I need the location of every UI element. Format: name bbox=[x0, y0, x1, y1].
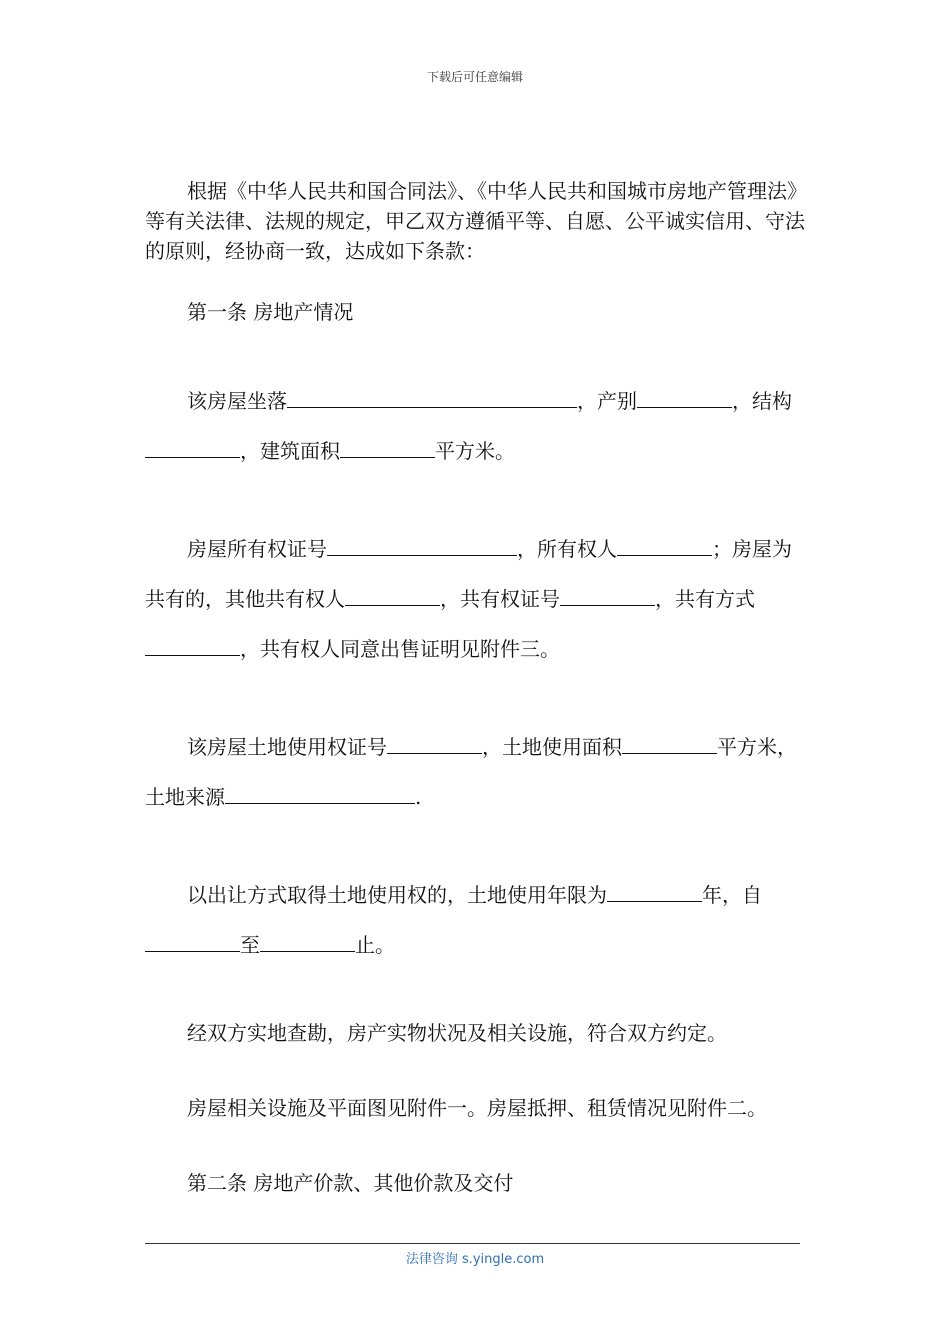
article-2-title: 第二条 房地产价款、其他价款及交付 bbox=[187, 1171, 514, 1195]
text-segment: ，建筑面积 bbox=[240, 439, 340, 463]
attachments-paragraph: 房屋相关设施及平面图见附件一。房屋抵押、租赁情况见附件二。 bbox=[187, 1096, 767, 1120]
land-cert-blank bbox=[387, 735, 482, 754]
co-owner-blank bbox=[345, 587, 440, 606]
text-segment: ，共有权证号 bbox=[440, 587, 560, 611]
text-segment: ，土地使用面积 bbox=[482, 735, 622, 759]
text-segment: 平方米。 bbox=[435, 439, 515, 463]
footer-divider bbox=[145, 1243, 800, 1244]
text-segment: 平方米，土地来源 bbox=[145, 735, 797, 809]
text-segment: ，所有权人 bbox=[517, 537, 617, 561]
article-1-title: 第一条 房地产情况 bbox=[187, 300, 354, 324]
text-segment: ；房屋为共有的，其他共有权人 bbox=[145, 537, 792, 611]
property-type-blank bbox=[637, 389, 732, 408]
footer-link[interactable]: 法律咨询 s.yingle.com bbox=[405, 1252, 545, 1267]
intro-paragraph: 根据《中华人民共和国合同法》、《中华人民共和国城市房地产管理法》等有关法律、法规的规定，甲乙双方遵循平等、自愿、公平诚实信用、守法的原则，经协商一致，达成如下条款： bbox=[145, 179, 805, 263]
text-segment: . bbox=[415, 785, 422, 809]
text-segment: 至 bbox=[240, 933, 260, 957]
term-start-blank bbox=[145, 933, 240, 952]
term-years-blank bbox=[607, 883, 702, 902]
land-source-blank bbox=[225, 785, 415, 804]
text-segment: 年，自 bbox=[702, 883, 762, 907]
co-ownership-cert-blank bbox=[560, 587, 655, 606]
header-note: 下载后可任意编辑 bbox=[426, 70, 523, 84]
ownership-cert-blank bbox=[327, 537, 517, 556]
owner-blank bbox=[617, 537, 712, 556]
co-ownership-mode-blank bbox=[145, 637, 240, 656]
text-segment: ，产别 bbox=[577, 389, 637, 413]
inspection-paragraph: 经双方实地查勘，房产实物状况及相关设施，符合双方约定。 bbox=[187, 1021, 727, 1045]
text-segment: 该房屋坐落 bbox=[187, 389, 287, 413]
text-segment: ，共有权人同意出售证明见附件三。 bbox=[240, 637, 560, 661]
text-segment: 以出让方式取得土地使用权的，土地使用年限为 bbox=[187, 883, 607, 907]
text-segment: 止。 bbox=[355, 933, 395, 957]
text-segment: 房屋所有权证号 bbox=[187, 537, 327, 561]
location-blank bbox=[287, 389, 577, 408]
text-segment: ，共有方式 bbox=[655, 587, 755, 611]
building-area-blank bbox=[340, 439, 435, 458]
text-segment: 该房屋土地使用权证号 bbox=[187, 735, 387, 759]
structure-blank bbox=[145, 439, 240, 458]
term-end-blank bbox=[260, 933, 355, 952]
land-use-paragraph bbox=[145, 722, 805, 822]
ownership-paragraph bbox=[145, 524, 805, 674]
land-term-paragraph bbox=[145, 870, 805, 970]
property-location-paragraph bbox=[145, 376, 805, 476]
text-segment: ，结构 bbox=[732, 389, 792, 413]
land-area-blank bbox=[622, 735, 717, 754]
